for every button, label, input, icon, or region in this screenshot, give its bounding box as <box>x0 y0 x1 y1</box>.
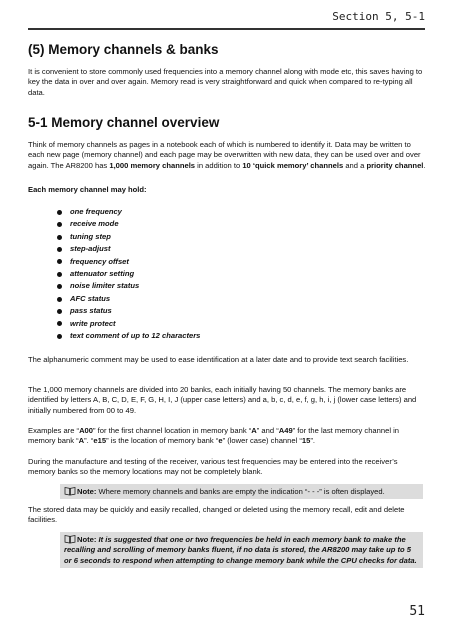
page-number: 51 <box>409 604 425 619</box>
banks-paragraph: The 1,000 memory channels are divided into 20 banks, each initially having 50 channels. The memory banks are identified by letters A, B, C, D, E, F, G, H, I, J (upper case letters) and a, b, c, d, e, f, g, h, i, j (lower case letters) and initially numbered from 00 to 49. <box>28 385 417 415</box>
heading-memory-channel-overview: 5-1 Memory channel overview <box>28 115 220 130</box>
bullet-icon <box>57 259 62 264</box>
header-rule <box>28 28 425 30</box>
bullet-icon <box>57 222 62 227</box>
list-item: step-adjust <box>57 243 200 255</box>
note-box-suggestion: Note: It is suggested that one or two frequencies be held in each memory bank to make the recalling and scrolling of memory banks fluent, if no data is stored, the AR8200 may take up to 5 or 6 seconds to respond when attempting to change memory bank while the CPU checks for data. <box>60 532 423 568</box>
bullet-icon <box>57 210 62 215</box>
bullet-icon <box>57 321 62 326</box>
bullet-icon <box>57 284 62 289</box>
list-item: pass status <box>57 305 200 317</box>
manufacture-paragraph: During the manufacture and testing of the receiver, various test frequencies may be entered into the receiver’s memory banks so the memory locations may not be completely blank. <box>28 457 398 477</box>
list-item: one frequency <box>57 206 200 218</box>
list-item: tuning step <box>57 231 200 243</box>
list-item: text comment of up to 12 characters <box>57 330 200 342</box>
bullet-icon <box>57 247 62 252</box>
stored-data-paragraph: The stored data may be quickly and easily recalled, changed or deleted using the memory recall, edit and delete facilities. <box>28 505 405 525</box>
list-item: AFC status <box>57 293 200 305</box>
list-item: attenuator setting <box>57 268 200 280</box>
intro-paragraph: It is convenient to store commonly used frequencies into a memory channel along with mode etc, this saves having to key the data in over and over again. Memory read is very straightforward and quick when compared to re-typing all data. <box>28 67 423 97</box>
note-box-empty-indication: Note: Where memory channels and banks are empty the indication “- - -” is often displayed. <box>60 484 423 499</box>
list-item: receive mode <box>57 218 200 230</box>
hold-list <box>57 206 200 342</box>
list-item: write protect <box>57 318 200 330</box>
open-book-icon <box>64 486 76 496</box>
hold-title: Each memory channel may hold: <box>28 185 147 194</box>
heading-memory-channels-banks: (5) Memory channels & banks <box>28 42 219 57</box>
list-item: frequency offset <box>57 256 200 268</box>
bullet-icon <box>57 272 62 277</box>
bullet-icon <box>57 235 62 240</box>
bullet-icon <box>57 297 62 302</box>
list-item: noise limiter status <box>57 280 200 292</box>
bullet-icon <box>57 309 62 314</box>
overview-paragraph: Think of memory channels as pages in a notebook each of which is numbered to identify it. Data may be written to each new page (memory channel) and each page may be overwritten with new data, they can be used over and over again. The AR8200 has 1,000 memory channels in addition to 10 ‘quick memory’ channels and a priority channel. <box>28 140 426 170</box>
open-book-icon <box>64 534 76 544</box>
examples-paragraph: Examples are “A00” for the first channel location in memory bank “A” and “A49” for the last memory channel in memory bank “A”. “e15” is the location of memory bank “e” (lower case) channel “15”. <box>28 426 400 446</box>
bullet-icon <box>57 334 62 339</box>
comment-paragraph: The alphanumeric comment may be used to ease identification at a later date and to provide text search facilities. <box>28 355 409 364</box>
section-label: Section 5, 5-1 <box>332 10 425 23</box>
